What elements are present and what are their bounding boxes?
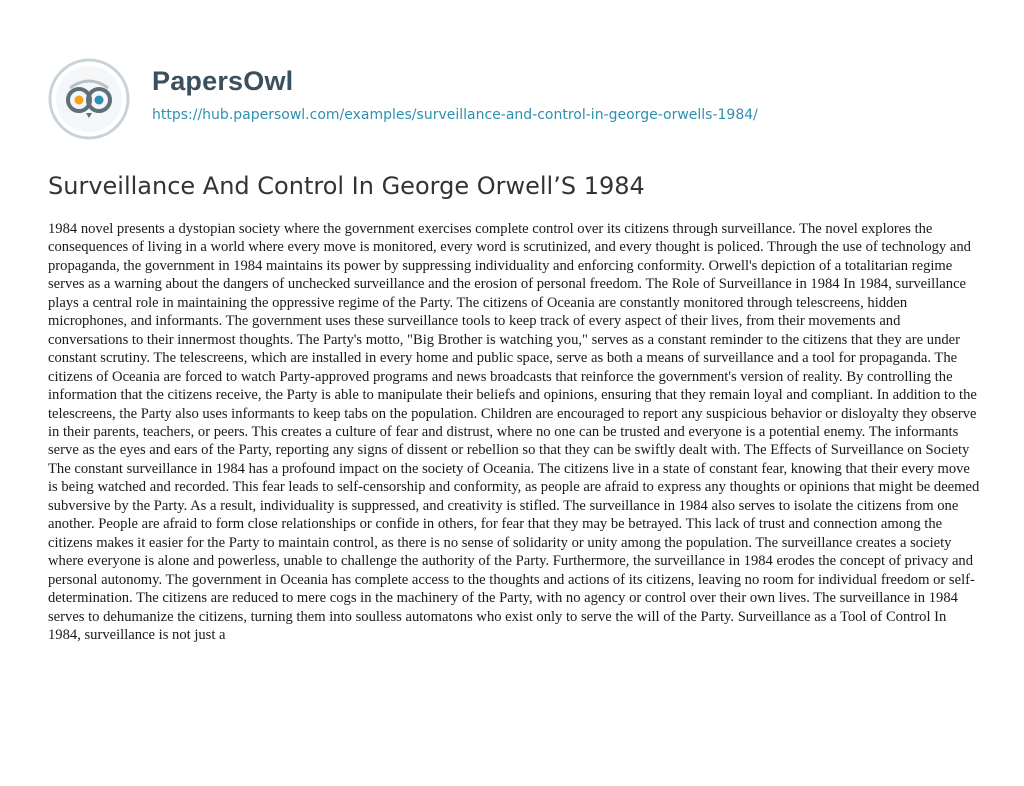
owl-logo-icon bbox=[48, 58, 130, 140]
site-header bbox=[48, 36, 988, 146]
brand-name[interactable]: PapersOwl bbox=[152, 66, 294, 96]
essay-body: 1984 novel presents a dystopian society where the government exercises complete control over its citizens through surveillance. The novel explores the consequences of living in a world where every move is monitored, every word is scrutinized, and every thought is policed. Through the use of technology and propaganda, the government in 1984 maintains its power by suppressing individuality and enforcing conformity. Orwell's depiction of a totalitarian regime serves as a warning about the dangers of unchecked surveillance and the erosion of personal freedom. The Role of Surveillance in 1984 In 1984, surveillance plays a central role in maintaining the oppressive regime of the Party. The citizens of Oceania are constantly monitored through telescreens, hidden microphones, and informants. The government uses these surveillance tools to keep track of every aspect of their lives, from their movements and conversations to their innermost thoughts. The Party's motto, "Big Brother is watching you," serves as a constant reminder to the citizens that they are under constant scrutiny. The telescreens, which are installed in every home and public space, serve as both a means of surveillance and a tool for propaganda. The citizens of Oceania are forced to watch Party-approved programs and news broadcasts that reinforce the government's version of reality. By controlling the information that the citizens receive, the Party is able to manipulate their beliefs and opinions, ensuring that they remain loyal and compliant. In addition to the telescreens, the Party also uses informants to keep tabs on the population. Children are encouraged to report any suspicious behavior or disloyalty they observe in their parents, teachers, or peers. This creates a culture of fear and distrust, where no one can be trusted and everyone is a potential enemy. The informants serve as the eyes and ears of the Party, reporting any signs of dissent or rebellion so that they can be swiftly dealt with. The Effects of Surveillance on Society The constant surveillance in 1984 has a profound impact on the society of Oceania. The citizens live in a state of constant fear, knowing that their every move is being watched and recorded. This fear leads to self-censorship and conformity, as people are afraid to express any thoughts or opinions that might be deemed subversive by the Party. As a result, individuality is suppressed, and creativity is stifled. The surveillance in 1984 also serves to isolate the citizens from one another. People are afraid to form close relationships or confide in others, for fear that they may be betrayed. This lack of trust and connection among the citizens makes it easier for the Party to maintain control, as there is no sense of solidarity or unity among the population. The surveillance creates a society where everyone is alone and powerless, unable to challenge the authority of the Party. Furthermore, the surveillance in 1984 erodes the concept of privacy and personal autonomy. The government in Oceania has complete access to the thoughts and actions of its citizens, leaving no room for individual freedom or self-determination. The citizens are reduced to mere cogs in the machinery of the Party, with no agency or control over their own lives. The surveillance in 1984 serves to dehumanize the citizens, turning them into soulless automatons who exist only to serve the will of the Party. Surveillance as a Tool of Control In 1984, surveillance is not just a bbox=[48, 221, 980, 643]
source-url-link[interactable]: https://hub.papersowl.com/examples/surveillance-and-control-in-george-orwells-1984/ bbox=[152, 107, 758, 123]
page-title: Surveillance And Control In George Orwell’S 1984 bbox=[48, 172, 645, 200]
